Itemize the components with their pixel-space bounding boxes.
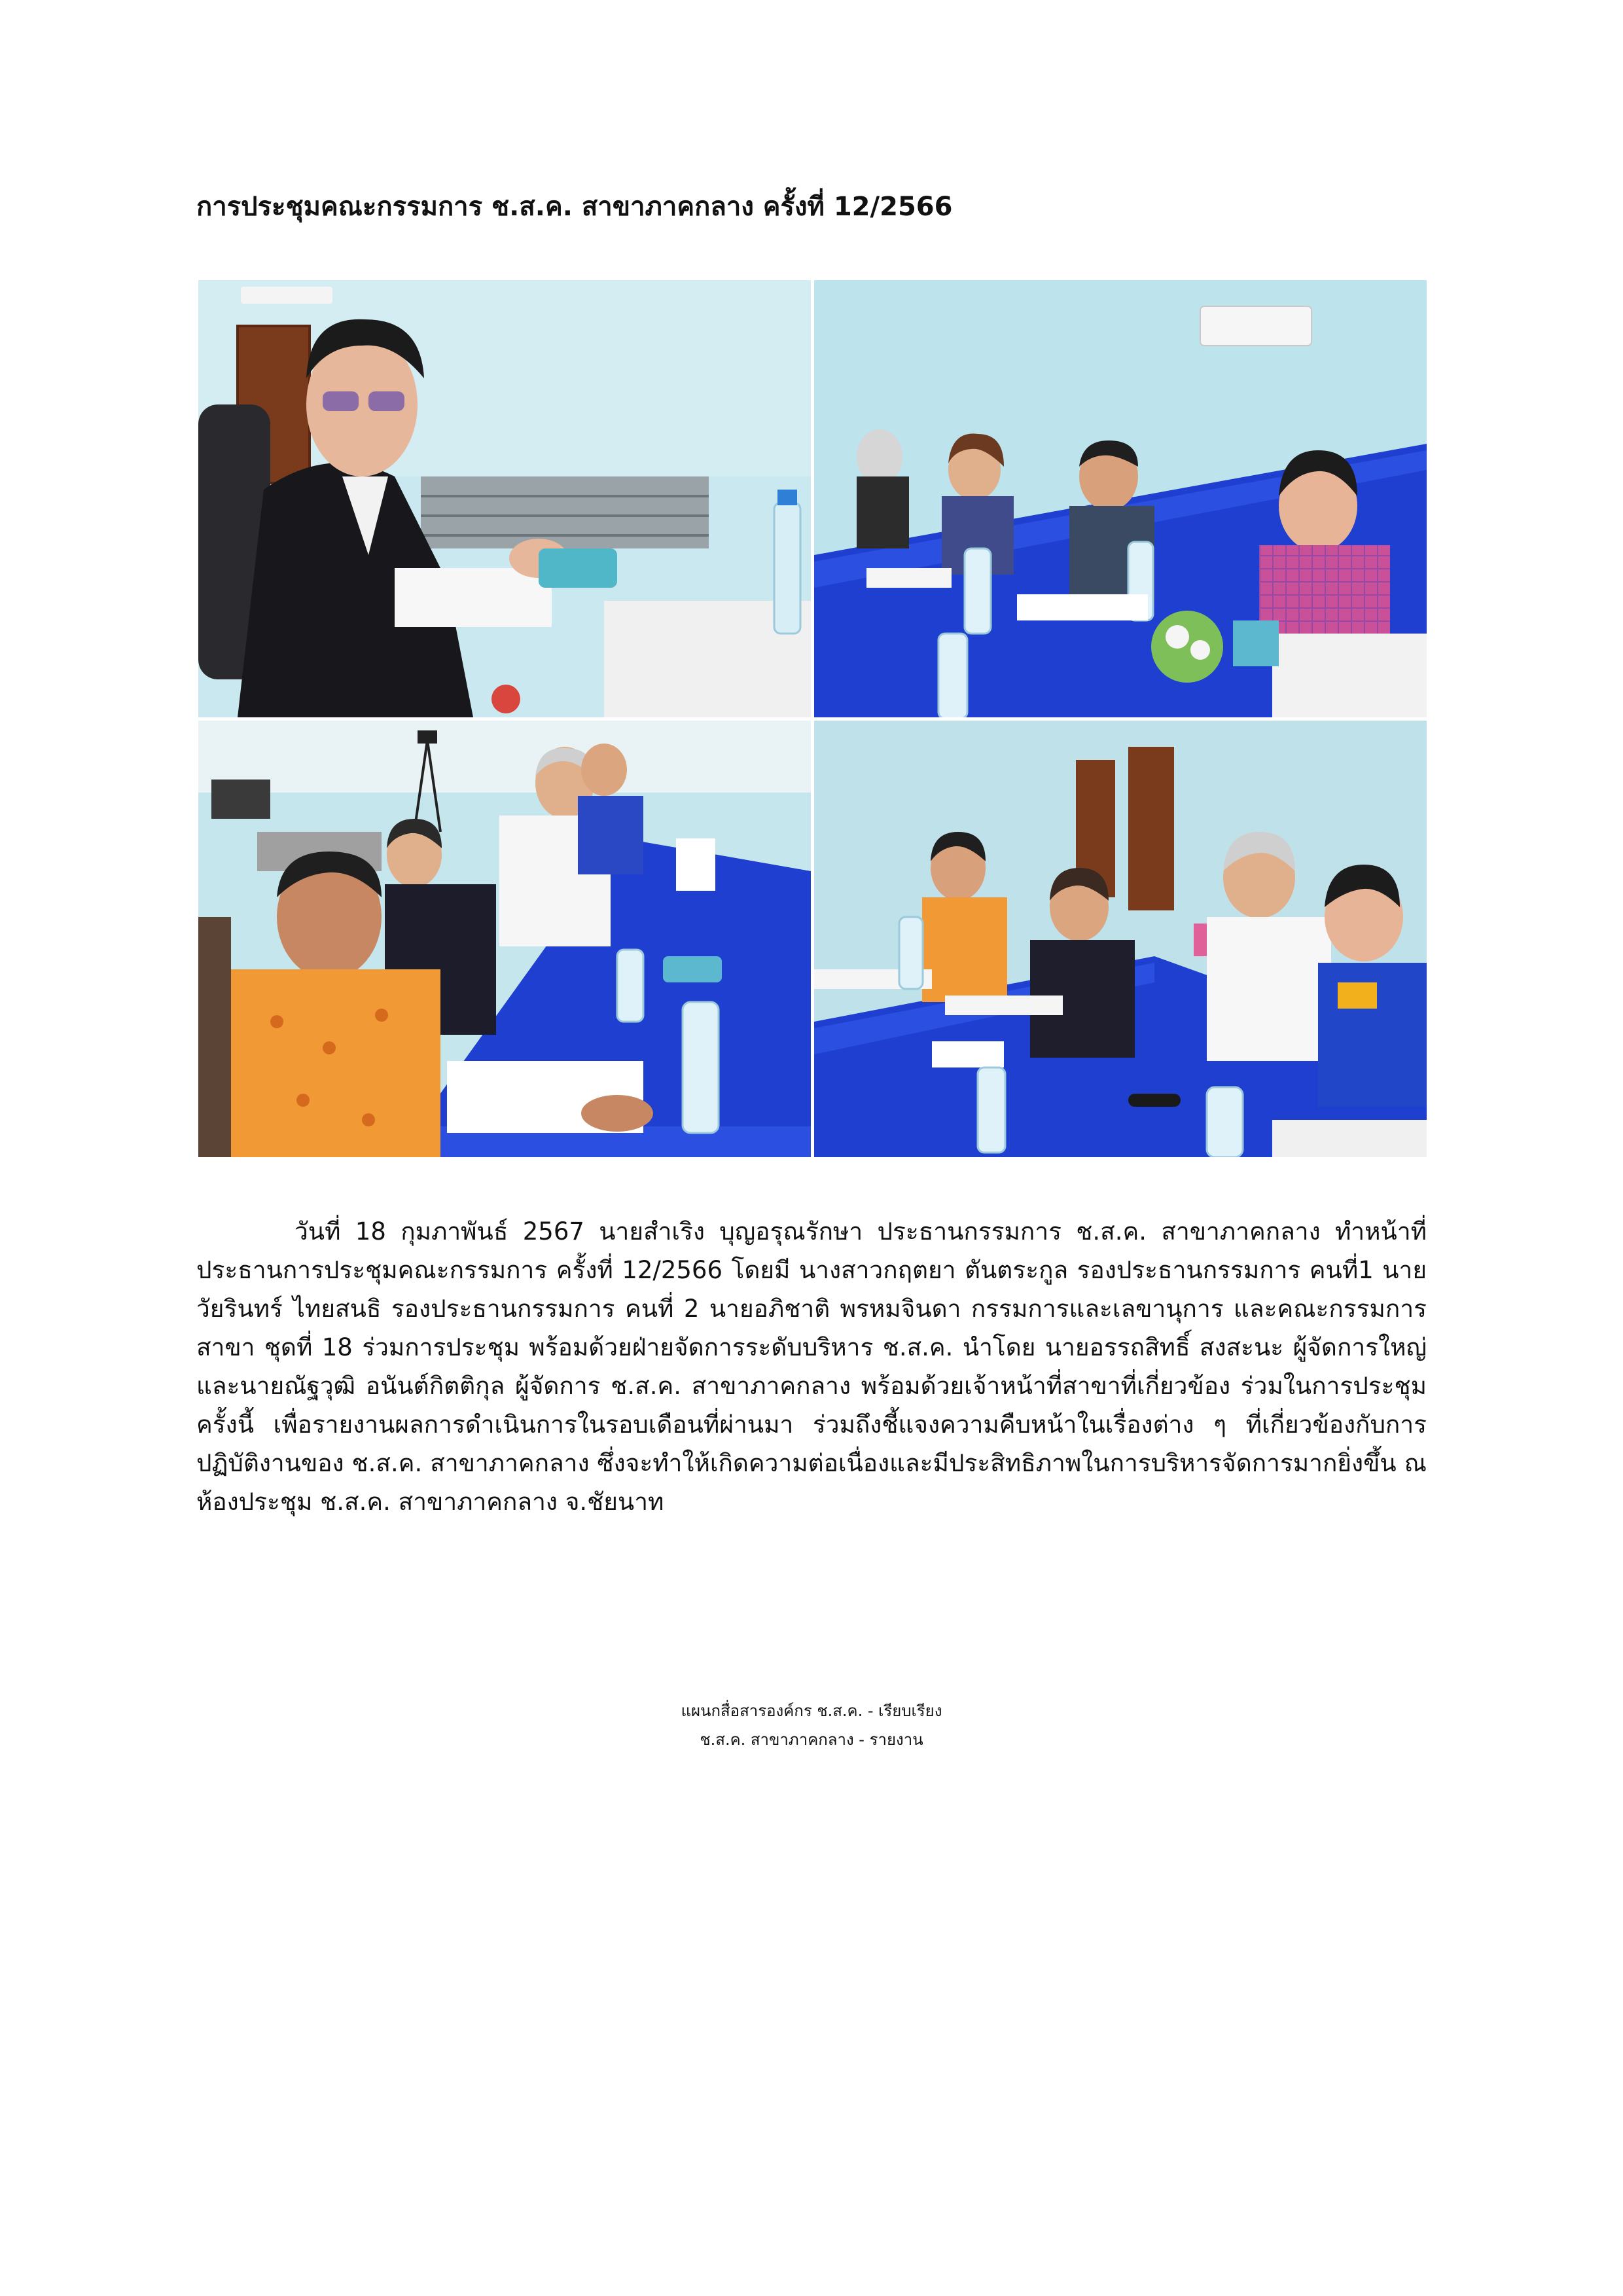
- meeting-photo-1: [198, 280, 811, 717]
- meeting-photo-4: [814, 721, 1427, 1157]
- credit-compiled: แผนกสื่อสารองค์กร ช.ส.ค. - เรียบเรียง: [681, 1702, 942, 1720]
- page-title: การประชุมคณะกรรมการ ช.ส.ค. สาขาภาคกลาง ครั้งที่ 12/2566: [196, 192, 953, 222]
- meeting-photo-3: [198, 721, 811, 1157]
- credit-reported: ช.ส.ค. สาขาภาคกลาง - รายงาน: [700, 1731, 923, 1749]
- photo-collage: [198, 280, 1427, 1157]
- meeting-photo-2: [814, 280, 1427, 717]
- credits: [0, 1696, 1623, 1754]
- article-body: วันที่ 18 กุมภาพันธ์ 2567 นายสำเริง บุญอรุณรักษา ประธานกรรมการ ช.ส.ค. สาขาภาคกลาง ทำหน้าที่ประธานการประชุมคณะกรรมการ ครั้งที่ 12/2566 โดยมี นางสาวกฤตยา ตันตระกูล รองประธานกรรมการ คนที่1 นายวัยรินทร์ ไทยสนธิ รองประธานกรรมการ คนที่ 2 นายอภิชาติ พรหมจินดา กรรมการและเลขานุการ และคณะกรรมการสาขา ชุดที่ 18 ร่วมการประชุม พร้อมด้วยฝ่ายจัดการระดับบริหาร ช.ส.ค. นำโดย นายอรรถสิทธิ์ สงสะนะ ผู้จัดการใหญ่ และนายณัฐวุฒิ อนันต์กิตติกุล ผู้จัดการ ช.ส.ค. สาขาภาคกลาง พร้อมด้วยเจ้าหน้าที่สาขาที่เกี่ยวข้อง ร่วมในการประชุมครั้งนี้ เพื่อรายงานผลการดำเนินการในรอบเดือนที่ผ่านมา ร่วมถึงชี้แจงความคืบหน้าในเรื่องต่าง ๆ ที่เกี่ยวข้องกับการปฏิบัติงานของ ช.ส.ค. สาขาภาคกลาง ซึ่งจะทำให้เกิดความต่อเนื่องและมีประสิทธิภาพในการบริหารจัดการมากยิ่งขึ้น ณ ห้องประชุม ช.ส.ค. สาขาภาคกลาง จ.ชัยนาท: [196, 1217, 1427, 1516]
